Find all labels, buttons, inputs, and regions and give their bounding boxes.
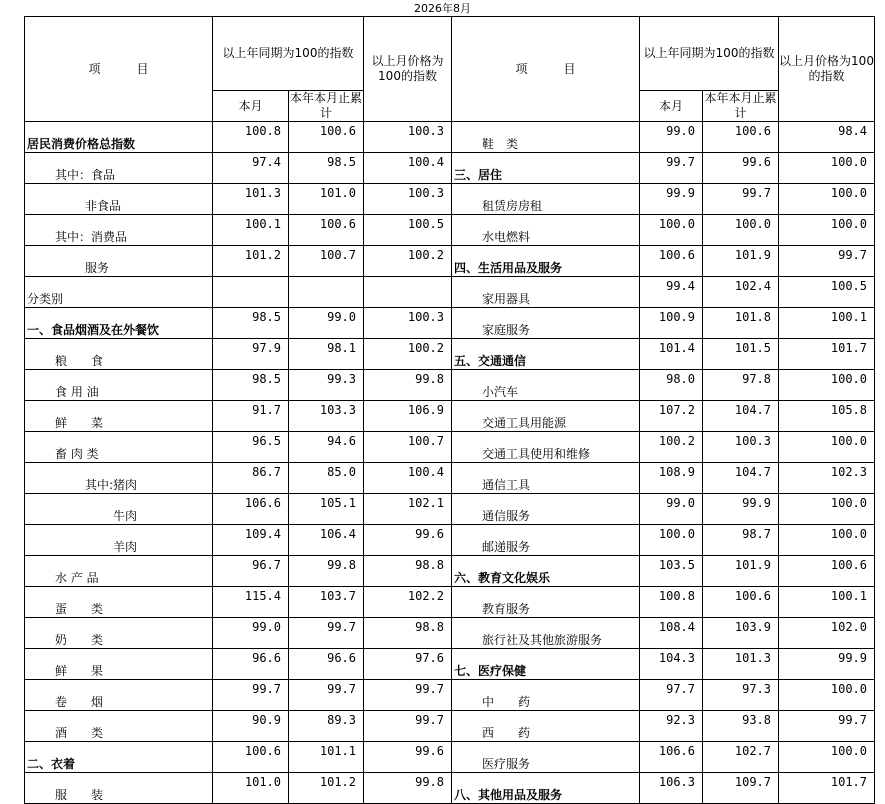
value-mom: 100.5: [364, 215, 452, 246]
item-label-right: 五、交通通信: [452, 339, 640, 370]
value-cumulative: 99.3: [289, 370, 364, 401]
value-month: [213, 277, 289, 308]
item-label: 粮 食: [25, 339, 213, 370]
value-month-right: 92.3: [640, 711, 703, 742]
value-month-right: 97.7: [640, 680, 703, 711]
value-month: 96.7: [213, 556, 289, 587]
header-month-right: 本月: [640, 91, 703, 122]
value-month-right: 100.6: [640, 246, 703, 277]
header-item-left: 项 目: [25, 17, 213, 122]
value-cumulative-right: 101.8: [703, 308, 779, 339]
value-cumulative: 85.0: [289, 463, 364, 494]
value-mom-right: 100.0: [779, 432, 875, 463]
table-row: [25, 184, 875, 215]
value-cumulative-right: 101.5: [703, 339, 779, 370]
header-yoy-left: 以上年同期为100的指数: [213, 17, 364, 91]
value-mom: 106.9: [364, 401, 452, 432]
header-mom-right: 以上月价格为100的指数: [779, 17, 875, 122]
item-label-right: 交通工具用能源: [452, 401, 640, 432]
value-mom: 100.4: [364, 153, 452, 184]
item-label: 羊肉: [25, 525, 213, 556]
value-mom-right: 102.0: [779, 618, 875, 649]
item-label: 其中：食品: [25, 153, 213, 184]
value-mom-right: 101.7: [779, 339, 875, 370]
value-cumulative: 98.1: [289, 339, 364, 370]
item-label-right: 通信工具: [452, 463, 640, 494]
item-label-right: 三、居住: [452, 153, 640, 184]
item-label: 非食品: [25, 184, 213, 215]
table-row: [25, 556, 875, 587]
value-cumulative-right: 98.7: [703, 525, 779, 556]
item-label: 鲜 果: [25, 649, 213, 680]
value-mom-right: 101.7: [779, 773, 875, 804]
value-cumulative: 100.6: [289, 215, 364, 246]
value-mom-right: 102.3: [779, 463, 875, 494]
table-row: [25, 649, 875, 680]
value-cumulative-right: 101.9: [703, 556, 779, 587]
table-row: [25, 463, 875, 494]
value-mom-right: 99.9: [779, 649, 875, 680]
value-month: 115.4: [213, 587, 289, 618]
header-row-1: [25, 17, 875, 91]
value-month-right: 99.7: [640, 153, 703, 184]
value-cumulative-right: 100.6: [703, 587, 779, 618]
value-mom-right: 98.4: [779, 122, 875, 153]
value-mom-right: 99.7: [779, 711, 875, 742]
value-mom-right: 100.5: [779, 277, 875, 308]
header-item-right: 项 目: [452, 17, 640, 122]
value-mom-right: 100.6: [779, 556, 875, 587]
value-month: 106.6: [213, 494, 289, 525]
value-mom-right: 100.1: [779, 308, 875, 339]
value-cumulative-right: 99.7: [703, 184, 779, 215]
value-cumulative: 100.6: [289, 122, 364, 153]
value-cumulative: 99.7: [289, 680, 364, 711]
value-month-right: 100.8: [640, 587, 703, 618]
value-month-right: 100.2: [640, 432, 703, 463]
item-label: 一、食品烟酒及在外餐饮: [25, 308, 213, 339]
value-month: 100.6: [213, 742, 289, 773]
value-mom: 102.2: [364, 587, 452, 618]
table-row: [25, 711, 875, 742]
value-month-right: 100.9: [640, 308, 703, 339]
item-label-right: 小汽车: [452, 370, 640, 401]
value-mom-right: 100.0: [779, 153, 875, 184]
value-mom-right: 100.0: [779, 370, 875, 401]
item-label-right: 西 药: [452, 711, 640, 742]
value-month: 99.7: [213, 680, 289, 711]
value-mom: 100.4: [364, 463, 452, 494]
header-cumulative-right: 本年本月止累计: [704, 91, 777, 120]
item-label-right: 教育服务: [452, 587, 640, 618]
value-cumulative: 103.7: [289, 587, 364, 618]
value-month: 101.2: [213, 246, 289, 277]
value-cumulative: 99.7: [289, 618, 364, 649]
value-month-right: 106.3: [640, 773, 703, 804]
value-mom: 98.8: [364, 556, 452, 587]
value-mom: 100.3: [364, 308, 452, 339]
value-cumulative-right: 109.7: [703, 773, 779, 804]
value-month: 98.5: [213, 308, 289, 339]
value-mom-right: 100.0: [779, 184, 875, 215]
value-cumulative: 89.3: [289, 711, 364, 742]
value-mom-right: 100.0: [779, 742, 875, 773]
value-month: 100.1: [213, 215, 289, 246]
value-cumulative: 101.2: [289, 773, 364, 804]
value-mom: 99.7: [364, 680, 452, 711]
value-cumulative-right: 97.8: [703, 370, 779, 401]
value-mom: 99.8: [364, 773, 452, 804]
item-label-right: 家用器具: [452, 277, 640, 308]
value-mom: 100.2: [364, 246, 452, 277]
item-label-right: 四、生活用品及服务: [452, 246, 640, 277]
item-label-right: 六、教育文化娱乐: [452, 556, 640, 587]
value-month: 101.0: [213, 773, 289, 804]
header-mom-left: 以上月价格为100的指数: [364, 17, 452, 122]
value-month-right: 107.2: [640, 401, 703, 432]
table-row: [25, 215, 875, 246]
value-month: 91.7: [213, 401, 289, 432]
item-label: 酒 类: [25, 711, 213, 742]
item-label-right: 医疗服务: [452, 742, 640, 773]
value-cumulative-right: 93.8: [703, 711, 779, 742]
item-label-right: 水电燃料: [452, 215, 640, 246]
value-month-right: 104.3: [640, 649, 703, 680]
item-label: 卷 烟: [25, 680, 213, 711]
value-cumulative: 94.6: [289, 432, 364, 463]
table-row: [25, 432, 875, 463]
value-month: 86.7: [213, 463, 289, 494]
value-cumulative: 99.0: [289, 308, 364, 339]
value-month-right: 99.0: [640, 494, 703, 525]
value-mom-right: 105.8: [779, 401, 875, 432]
table-row: [25, 246, 875, 277]
item-label-right: 家庭服务: [452, 308, 640, 339]
value-cumulative-right: 102.7: [703, 742, 779, 773]
item-label: 居民消费价格总指数: [25, 122, 213, 153]
item-label: 奶 类: [25, 618, 213, 649]
value-month: 90.9: [213, 711, 289, 742]
value-month: 97.4: [213, 153, 289, 184]
header-yoy-right: 以上年同期为100的指数: [640, 17, 779, 91]
value-mom-right: 100.0: [779, 525, 875, 556]
value-mom-right: 100.1: [779, 587, 875, 618]
item-label: 其中：消费品: [25, 215, 213, 246]
value-month-right: 99.0: [640, 122, 703, 153]
value-month: 96.6: [213, 649, 289, 680]
table-row: [25, 122, 875, 153]
value-month: 97.9: [213, 339, 289, 370]
item-label: 分类别: [25, 277, 213, 308]
table-row: [25, 401, 875, 432]
item-label: 畜 肉 类: [25, 432, 213, 463]
report-date: 2026年8月: [414, 2, 471, 15]
value-month-right: 100.0: [640, 525, 703, 556]
value-cumulative-right: 97.3: [703, 680, 779, 711]
value-mom-right: 100.0: [779, 494, 875, 525]
item-label: 服务: [25, 246, 213, 277]
item-label-right: 八、其他用品及服务: [452, 773, 640, 804]
value-cumulative: 101.0: [289, 184, 364, 215]
table-row: [25, 587, 875, 618]
value-cumulative-right: 104.7: [703, 401, 779, 432]
value-mom-right: 99.7: [779, 246, 875, 277]
table-row: [25, 525, 875, 556]
item-label-right: 旅行社及其他旅游服务: [452, 618, 640, 649]
table-row: [25, 339, 875, 370]
value-month-right: 99.4: [640, 277, 703, 308]
item-label-right: 鞋 类: [452, 122, 640, 153]
value-cumulative: 98.5: [289, 153, 364, 184]
value-mom: 102.1: [364, 494, 452, 525]
value-cumulative-right: 100.3: [703, 432, 779, 463]
item-label-right: 中 药: [452, 680, 640, 711]
item-label: 牛肉: [25, 494, 213, 525]
item-label: 蛋 类: [25, 587, 213, 618]
value-cumulative-right: 99.9: [703, 494, 779, 525]
cpi-table: [24, 16, 875, 804]
value-mom: 100.3: [364, 184, 452, 215]
value-mom: 99.7: [364, 711, 452, 742]
value-month: 99.0: [213, 618, 289, 649]
value-cumulative: 103.3: [289, 401, 364, 432]
value-mom: 98.8: [364, 618, 452, 649]
item-label-right: 通信服务: [452, 494, 640, 525]
value-month-right: 108.4: [640, 618, 703, 649]
header-month-left: 本月: [213, 91, 289, 122]
value-mom: 100.7: [364, 432, 452, 463]
table-row: [25, 153, 875, 184]
value-cumulative: 105.1: [289, 494, 364, 525]
value-cumulative-right: 100.0: [703, 215, 779, 246]
item-label-right: 租赁房房租: [452, 184, 640, 215]
table-row: [25, 618, 875, 649]
table-row: [25, 680, 875, 711]
value-mom-right: 100.0: [779, 215, 875, 246]
value-cumulative-right: 104.7: [703, 463, 779, 494]
value-month: 101.3: [213, 184, 289, 215]
value-cumulative-right: 101.9: [703, 246, 779, 277]
table-row: [25, 773, 875, 804]
value-cumulative-right: 102.4: [703, 277, 779, 308]
value-month-right: 99.9: [640, 184, 703, 215]
value-cumulative: 106.4: [289, 525, 364, 556]
value-cumulative-right: 103.9: [703, 618, 779, 649]
item-label: 二、衣着: [25, 742, 213, 773]
value-month-right: 106.6: [640, 742, 703, 773]
table-row: [25, 370, 875, 401]
value-mom: 99.8: [364, 370, 452, 401]
value-cumulative: 99.8: [289, 556, 364, 587]
value-mom: 100.2: [364, 339, 452, 370]
item-label: 鲜 菜: [25, 401, 213, 432]
value-cumulative: 101.1: [289, 742, 364, 773]
item-label: 服 装: [25, 773, 213, 804]
table-row: [25, 742, 875, 773]
value-month-right: 108.9: [640, 463, 703, 494]
header-cumulative-left: 本年本月止累计: [289, 91, 362, 120]
value-cumulative: 100.7: [289, 246, 364, 277]
value-mom: 100.3: [364, 122, 452, 153]
value-mom: [364, 277, 452, 308]
value-mom-right: 100.0: [779, 680, 875, 711]
value-month-right: 101.4: [640, 339, 703, 370]
table-row: [25, 494, 875, 525]
value-cumulative-right: 99.6: [703, 153, 779, 184]
value-mom: 99.6: [364, 525, 452, 556]
item-label: 其中:猪肉: [25, 463, 213, 494]
item-label: 食 用 油: [25, 370, 213, 401]
item-label-right: 交通工具使用和维修: [452, 432, 640, 463]
table-row: [25, 308, 875, 339]
value-month-right: 103.5: [640, 556, 703, 587]
value-month: 109.4: [213, 525, 289, 556]
value-month: 96.5: [213, 432, 289, 463]
value-cumulative: 96.6: [289, 649, 364, 680]
value-cumulative: [289, 277, 364, 308]
value-month: 100.8: [213, 122, 289, 153]
value-month: 98.5: [213, 370, 289, 401]
table-row: [25, 277, 875, 308]
item-label: 水 产 品: [25, 556, 213, 587]
item-label-right: 邮递服务: [452, 525, 640, 556]
value-cumulative-right: 100.6: [703, 122, 779, 153]
value-mom: 99.6: [364, 742, 452, 773]
value-mom: 97.6: [364, 649, 452, 680]
value-month-right: 98.0: [640, 370, 703, 401]
value-cumulative-right: 101.3: [703, 649, 779, 680]
value-month-right: 100.0: [640, 215, 703, 246]
item-label-right: 七、医疗保健: [452, 649, 640, 680]
